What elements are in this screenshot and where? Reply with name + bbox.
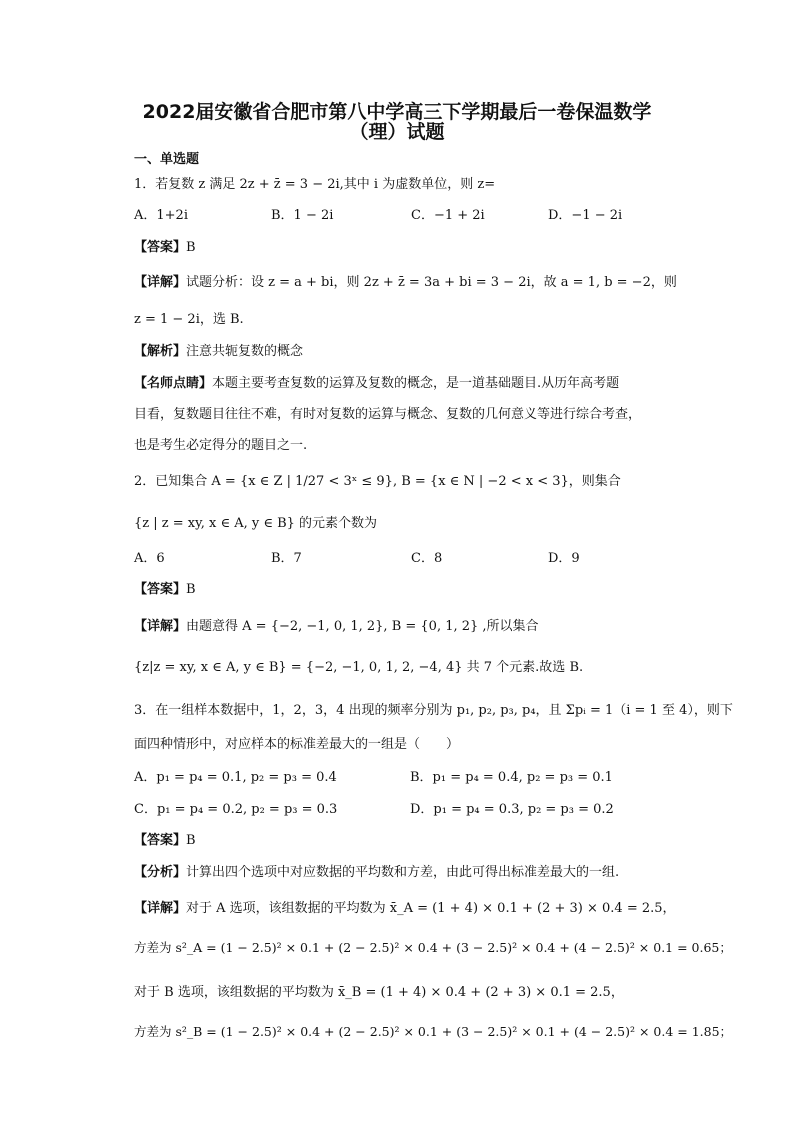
- q1-option-d: D．−1 − 2i: [548, 208, 623, 223]
- answer-value: B: [186, 240, 196, 255]
- detail-text: 试题分析：设 z = a + bi，则 2z + z̄ = 3a + bi = 3 − 2i，故 a = 1, b = −2，则: [186, 275, 677, 290]
- q3-option-a: A．p₁ = p₄ = 0.1, p₂ = p₃ = 0.4: [134, 770, 337, 785]
- q3-detail-line1: [134, 897, 676, 916]
- q3-detail-line2: 方差为 s²_A = (1 − 2.5)² × 0.1 + (2 − 2.5)² × 0.4 + (3 − 2.5)² × 0.4 + (4 − 2.5)² × 0.1 = 0.65；: [134, 940, 732, 955]
- answer-value: B: [186, 833, 196, 848]
- q3-detail-line4: 方差为 s²_B = (1 − 2.5)² × 0.4 + (2 − 2.5)² × 0.1 + (3 − 2.5)² × 0.1 + (4 − 2.5)² × 0.4 = 1.85；: [134, 1024, 733, 1039]
- q2-option-d: D．9: [548, 551, 580, 566]
- q2-stem-line2: {z | z = xy, x ∈ A, y ∈ B} 的元素个数为: [134, 516, 378, 531]
- page-title: 2022届安徽省合肥市第八中学高三下学期最后一卷保温数学: [142, 101, 652, 123]
- page-subtitle: （理）试题: [349, 121, 445, 143]
- detail-tag: 【详解】: [134, 275, 187, 290]
- q3-stem-line2: 面四种情形中，对应样本的标准差最大的一组是（ ）: [134, 737, 460, 752]
- detail-tag: 【详解】: [134, 901, 187, 916]
- answer-tag: 【答案】: [134, 582, 187, 597]
- q1-detail-line2: z = 1 − 2i，选 B.: [134, 312, 244, 327]
- q3-option-d: D．p₁ = p₄ = 0.3, p₂ = p₃ = 0.2: [410, 802, 614, 817]
- q3-detail-line3: 对于 B 选项，该组数据的平均数为 x̄_B = (1 + 4) × 0.4 + (2 + 3) × 0.1 = 2.5，: [134, 985, 624, 1000]
- q2-stem-line1: 2．已知集合 A = {x ∈ Z | 1/27 < 3ˣ ≤ 9}, B = {x ∈ N | −2 < x < 3}，则集合: [134, 474, 621, 489]
- answer-value: B: [186, 582, 196, 597]
- q1-tip-line3: 也是考生必定得分的题目之一.: [134, 438, 308, 453]
- q1-option-b: B．1 − 2i: [271, 208, 334, 223]
- q1-stem: 1．若复数 z 满足 2z + z̄ = 3 − 2i,其中 i 为虚数单位，则 z=: [134, 177, 496, 192]
- tip-text: 本题主要考查复数的运算及复数的概念，是一道基础题目.从历年高考题: [212, 376, 620, 391]
- analysis-text: 计算出四个选项中对应数据的平均数和方差，由此可得出标准差最大的一组.: [186, 865, 620, 880]
- q1-tip-line2: 目看，复数题目往往不难，有时对复数的运算与概念、复数的几何意义等进行综合考查，: [134, 407, 642, 422]
- q3-option-b: B．p₁ = p₄ = 0.4, p₂ = p₃ = 0.1: [410, 770, 613, 785]
- q3-analysis: [134, 861, 619, 880]
- answer-tag: 【答案】: [134, 240, 187, 255]
- analysis-tag: 【解析】: [134, 344, 187, 359]
- q1-analysis: [134, 340, 303, 359]
- q2-option-b: B．7: [271, 551, 302, 566]
- q3-stem-line1: 3．在一组样本数据中，1，2，3，4 出现的频率分别为 p₁, p₂, p₃, p₄，且 Σpᵢ = 1（i = 1 至 4），则下: [134, 703, 733, 718]
- q2-option-a: A．6: [134, 551, 165, 566]
- q3-option-c: C．p₁ = p₄ = 0.2, p₂ = p₃ = 0.3: [134, 802, 338, 817]
- analysis-text: 注意共轭复数的概念: [186, 344, 304, 359]
- q2-detail-line1: [134, 615, 539, 634]
- section-heading: 一、单选题: [134, 152, 200, 167]
- q2-detail-line2: {z|z = xy, x ∈ A, y ∈ B} = {−2, −1, 0, 1, 2, −4, 4} 共 7 个元素.故选 B.: [134, 660, 584, 675]
- q1-option-a: A．1+2i: [134, 208, 188, 223]
- q1-detail-line1: [134, 271, 677, 290]
- answer-tag: 【答案】: [134, 833, 187, 848]
- detail-text: 对于 A 选项，该组数据的平均数为 x̄_A = (1 + 4) × 0.1 + (2 + 3) × 0.4 = 2.5，: [186, 901, 676, 916]
- detail-tag: 【详解】: [134, 619, 187, 634]
- detail-text: 由题意得 A = {−2, −1, 0, 1, 2}, B = {0, 1, 2} ,所以集合: [186, 619, 539, 634]
- tip-tag: 【名师点睛】: [134, 376, 213, 391]
- q2-answer: [134, 578, 196, 597]
- q2-option-c: C．8: [411, 551, 443, 566]
- analysis-tag: 【分析】: [134, 865, 187, 880]
- q3-answer: [134, 829, 196, 848]
- q1-answer: [134, 236, 196, 255]
- q1-tip-line1: [134, 372, 619, 391]
- q1-option-c: C．−1 + 2i: [411, 208, 485, 223]
